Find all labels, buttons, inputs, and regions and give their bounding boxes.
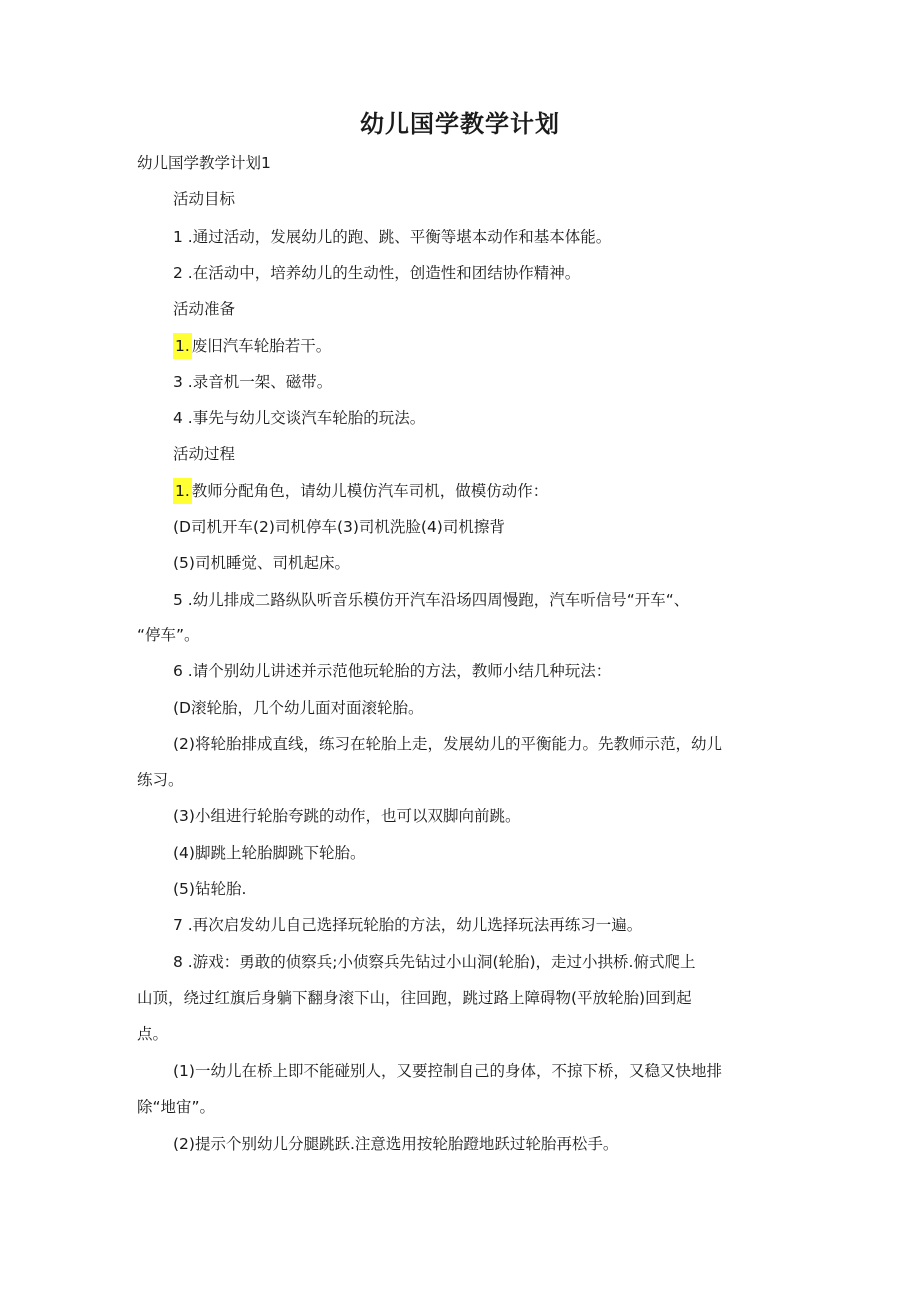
process-item-8-line-3: 点。 — [137, 1025, 169, 1043]
process-item-8-sub-b: (2)提示个别幼儿分腿跳跃.注意选用按轮胎蹬地跃过轮胎再松手。 — [173, 1135, 619, 1153]
process-item-6-sub-d: (4)脚跳上轮胎脚跳下轮胎。 — [173, 844, 366, 862]
prep-item-1 — [173, 333, 331, 359]
prep-item-1-text: 废旧汽车轮胎若干。 — [191, 337, 332, 355]
process-item-5-line-1: 5 .幼儿排成二路纵队听音乐模仿开汽车沿场四周慢跑，汽车听信号“开车“、 — [173, 591, 690, 609]
process-item-1-sub-a: (D司机开车(2)司机停车(3)司机洗脸(4)司机擦背 — [173, 518, 505, 536]
subtitle: 幼儿国学教学计划1 — [137, 154, 271, 172]
process-heading: 活动过程 — [173, 445, 236, 463]
process-item-6-sub-b-line-2: 练习。 — [137, 771, 184, 789]
document-title: 幼儿国学教学计划 — [360, 110, 560, 138]
process-item-6-sub-b-line-1: (2)将轮胎排成直线，练习在轮胎上走，发展幼儿的平衡能力。先教师示范，幼儿 — [173, 735, 722, 753]
process-item-1-text: 教师分配角色，请幼儿模仿汽车司机，做模仿动作： — [191, 482, 549, 500]
prep-heading: 活动准备 — [173, 300, 236, 318]
process-item-6-sub-e: (5)钻轮胎. — [173, 880, 247, 898]
process-item-1-sub-b: (5)司机睡觉、司机起床。 — [173, 554, 350, 572]
process-item-8-sub-a-line-1: (1)一幼儿在桥上即不能碰别人，又要控制自己的身体，不掠下桥，又稳又快地排 — [173, 1062, 722, 1080]
goal-item-1: 1 .通过活动，发展幼儿的跑、跳、平衡等堪本动作和基本体能。 — [173, 228, 612, 246]
goal-heading: 活动目标 — [173, 190, 236, 208]
process-item-1 — [173, 478, 548, 504]
prep-item-3: 3 .录音机一架、磁带。 — [173, 373, 333, 391]
process-item-8-sub-a-line-2: 除“地宙”。 — [137, 1098, 216, 1116]
goal-item-2: 2 .在活动中，培养幼儿的生动性，创造性和团结协作精神。 — [173, 264, 581, 282]
process-item-6-sub-c: (3)小组进行轮胎夸跳的动作，也可以双脚向前跳。 — [173, 807, 521, 825]
highlight-number: 1. — [173, 333, 192, 359]
process-item-8-line-2: 山顶，绕过红旗后身躺下翻身滚下山，往回跑，跳过路上障碍物(平放轮胎)回到起 — [137, 989, 692, 1007]
process-item-6: 6 .请个别幼儿讲述并示范他玩轮胎的方法，教师小结几种玩法： — [173, 662, 612, 680]
process-item-8-line-1: 8 .游戏：勇敢的侦察兵;小侦察兵先钻过小山洞(轮胎)，走过小拱桥.俯式爬上 — [173, 953, 696, 971]
process-item-6-sub-a: (D滚轮胎，几个幼儿面对面滚轮胎。 — [173, 699, 424, 717]
process-item-7: 7 .再次启发幼儿自己选择玩轮胎的方法，幼儿选择玩法再练习一遍。 — [173, 916, 643, 934]
process-item-5-line-2: “停车”。 — [137, 626, 200, 644]
highlight-number: 1. — [173, 478, 192, 504]
prep-item-4: 4 .事先与幼儿交谈汽车轮胎的玩法。 — [173, 409, 426, 427]
